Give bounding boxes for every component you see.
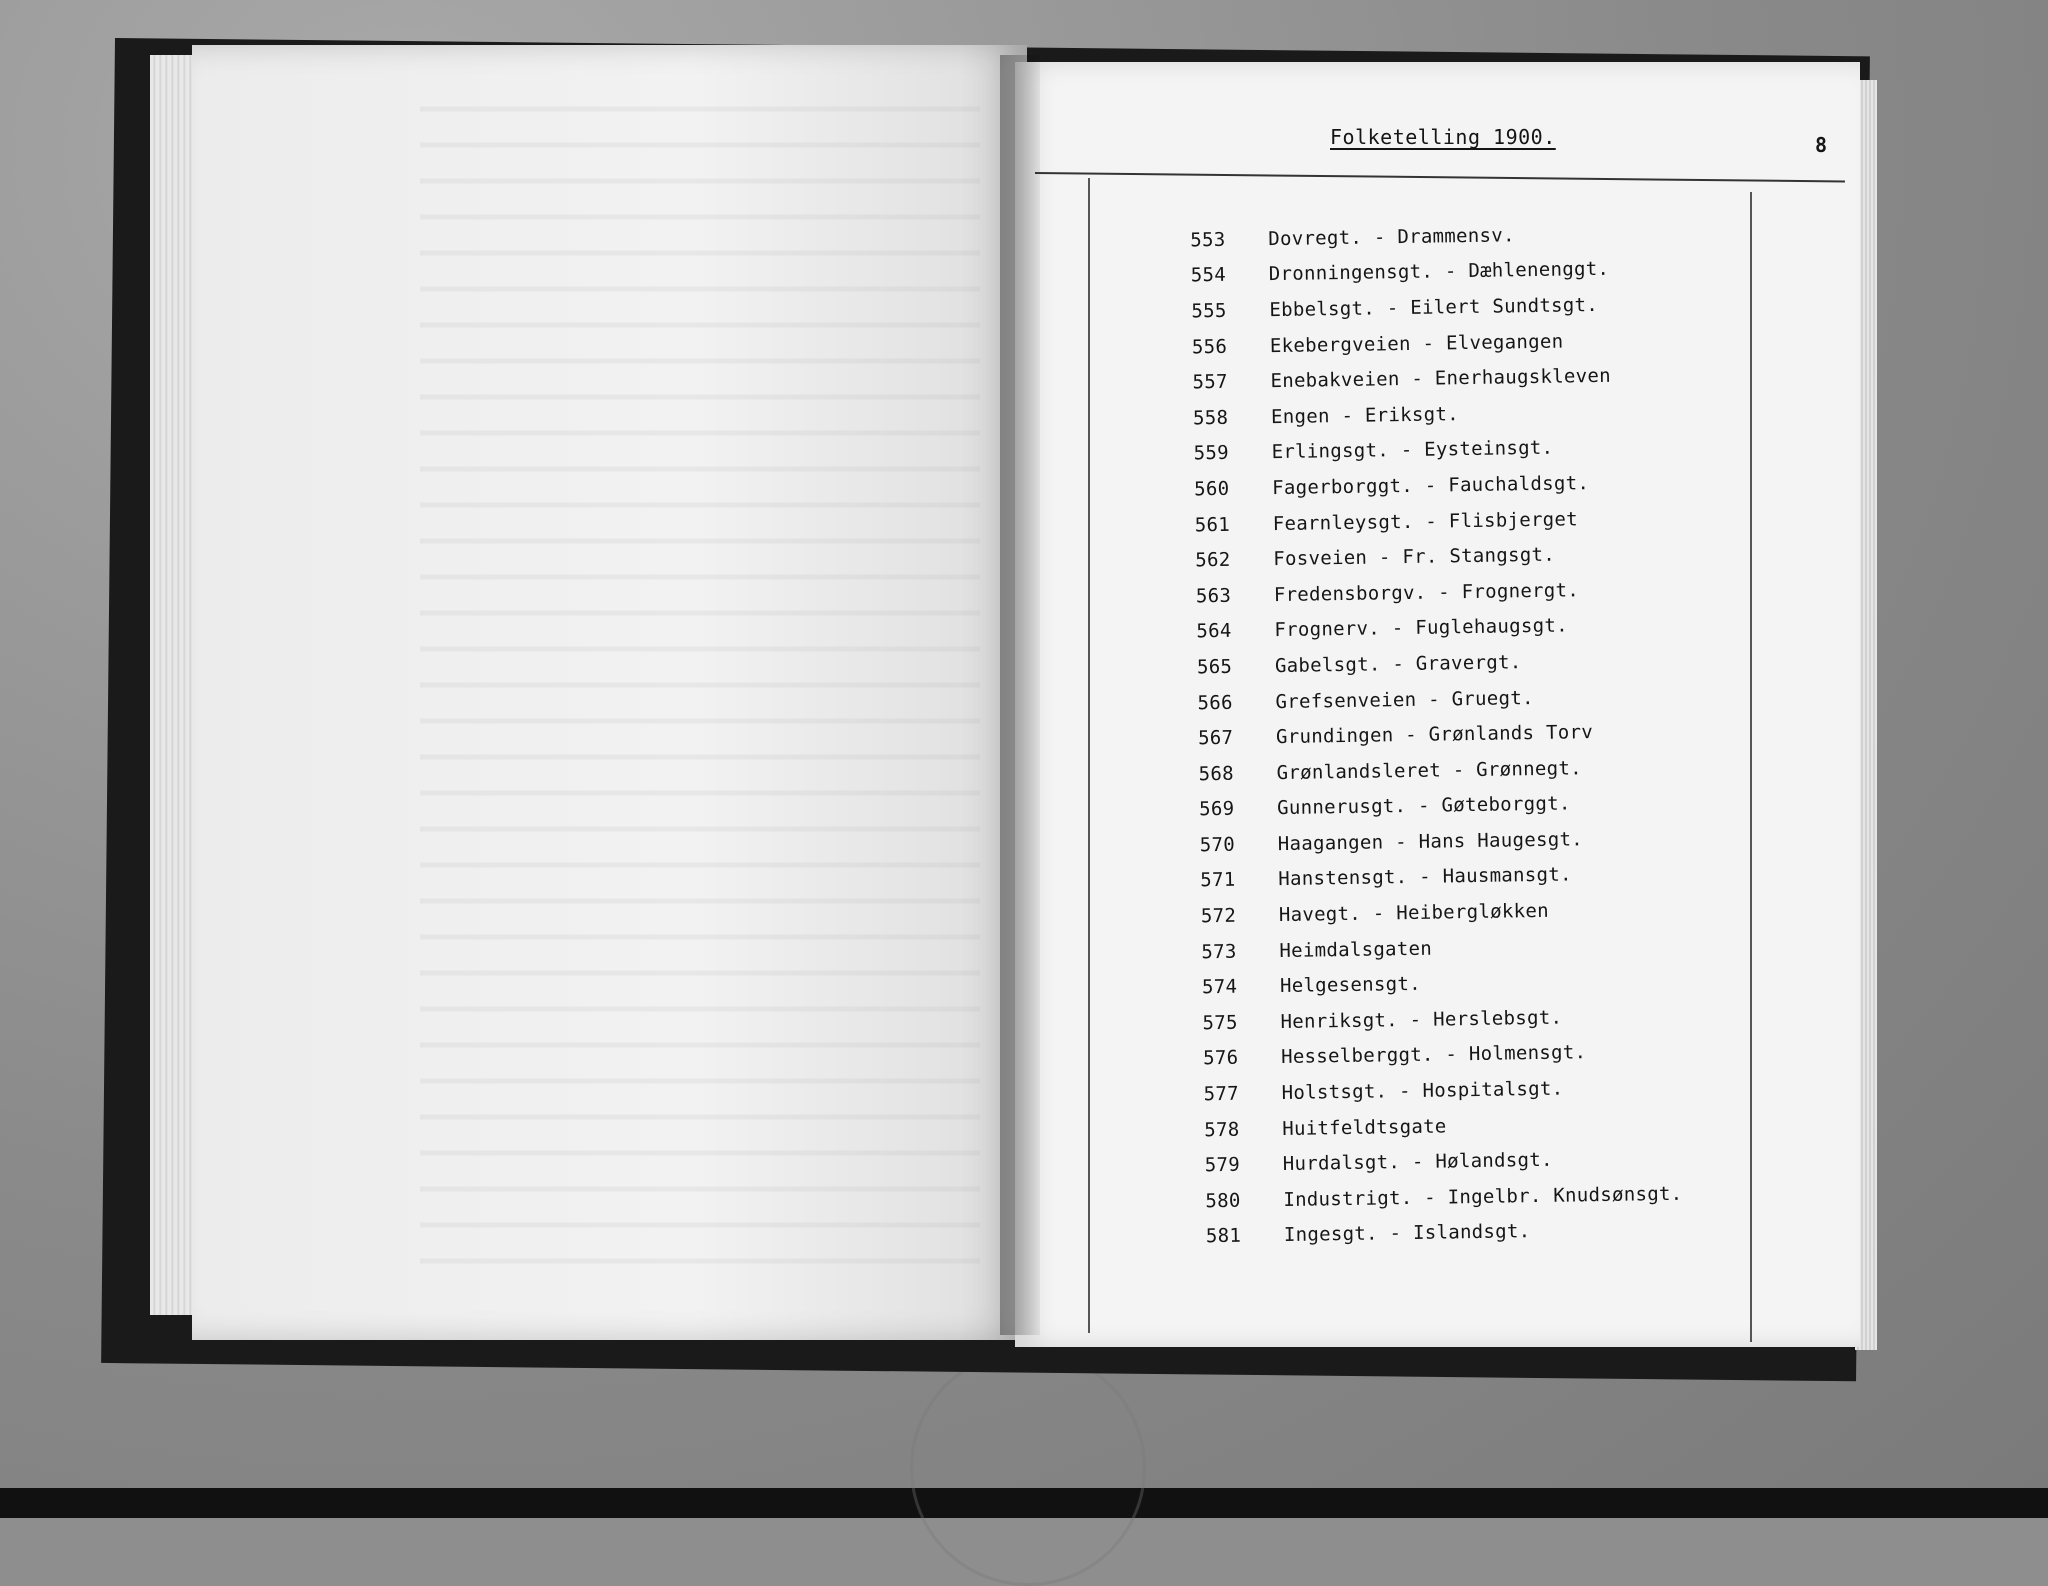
entry-number: 556 — [1191, 335, 1228, 358]
entry-streets: Helgesensgt. — [1279, 973, 1422, 998]
entry-number: 581 — [1205, 1225, 1242, 1248]
entry-streets: Ebbelsgt. - Eilert Sundtsgt. — [1269, 293, 1599, 322]
entry-number: 560 — [1194, 477, 1230, 501]
entry-number: 557 — [1192, 370, 1228, 394]
entry-streets: Engen - Eriksgt. — [1270, 402, 1460, 428]
entry-number: 564 — [1196, 620, 1232, 643]
entry-number: 562 — [1195, 548, 1231, 572]
entry-streets: Huitfeldtsgate — [1282, 1115, 1447, 1140]
entry-streets: Dovregt. - Drammensv. — [1268, 224, 1515, 250]
entry-number: 580 — [1205, 1189, 1241, 1213]
entry-number: 577 — [1203, 1082, 1240, 1106]
entry-number: 569 — [1199, 798, 1235, 821]
entry-streets: Enebakveien - Enerhaugskleven — [1270, 364, 1612, 393]
entry-streets: Fredensborgv. - Frognergt. — [1273, 579, 1580, 606]
entry-streets: Holstsgt. - Hospitalsgt. — [1281, 1077, 1564, 1105]
entry-number: 574 — [1201, 975, 1238, 999]
entry-streets: Heimdalsgaten — [1279, 937, 1433, 962]
entry-streets: Frognerv. - Fuglehaugsgt. — [1274, 614, 1569, 642]
entry-streets: Grundingen - Grønlands Torv — [1275, 721, 1594, 749]
entry-streets: Gunnerusgt. - Gøteborggt. — [1277, 792, 1571, 820]
entry-number: 568 — [1198, 762, 1235, 786]
entry-number: 561 — [1194, 513, 1231, 536]
entry-number: 554 — [1190, 264, 1227, 287]
entry-streets: Grefsenveien - Gruegt. — [1275, 686, 1534, 713]
entry-streets: Grønlandsleret - Grønnegt. — [1276, 756, 1583, 784]
entry-number: 555 — [1191, 299, 1227, 323]
entry-streets: Industrigt. - Ingelbr. Knudsønsgt. — [1283, 1182, 1683, 1211]
entry-number: 571 — [1200, 869, 1236, 892]
entry-number: 567 — [1197, 726, 1234, 750]
entry-number: 563 — [1195, 584, 1232, 608]
entry-number: 566 — [1197, 691, 1233, 714]
entry-number: 570 — [1199, 833, 1236, 857]
entry-streets: Hanstensgt. - Hausmansgt. — [1278, 863, 1572, 891]
entry-number: 578 — [1204, 1118, 1240, 1141]
ring-stain — [910, 1350, 1146, 1586]
margin-rule-left — [1088, 178, 1090, 1333]
entry-streets: Ingesgt. - Islandsgt. — [1283, 1220, 1531, 1247]
entry-number: 559 — [1193, 442, 1230, 465]
entry-streets: Fearnleysgt. - Flisbjerget — [1272, 507, 1579, 535]
entry-number: 553 — [1190, 228, 1226, 252]
entry-number: 576 — [1202, 1047, 1239, 1070]
page-number: 8 — [1815, 133, 1828, 157]
entry-streets: Havegt. - Heibergløkken — [1278, 899, 1550, 927]
book-gutter — [1000, 55, 1040, 1335]
entry-number: 575 — [1202, 1011, 1238, 1035]
entry-streets: Haagangen - Hans Haugesgt. — [1277, 828, 1584, 855]
entry-list — [1150, 214, 1766, 1256]
entry-number: 573 — [1201, 940, 1237, 963]
faint-bleed-through-text — [420, 80, 980, 1280]
entry-streets: Dronningensgt. - Dæhlenenggt. — [1268, 258, 1610, 286]
entry-number: 558 — [1192, 406, 1229, 430]
page-title: Folketelling 1900. — [1330, 125, 1556, 149]
entry-number: 579 — [1204, 1153, 1241, 1177]
entry-streets: Fosveien - Fr. Stangsgt. — [1273, 543, 1556, 571]
entry-streets: Hurdalsgt. - Hølandsgt. — [1282, 1149, 1553, 1176]
entry-number: 565 — [1196, 655, 1233, 679]
entry-streets: Ekebergveien - Elvegangen — [1269, 330, 1564, 357]
entry-streets: Erlingsgt. - Eysteinsgt. — [1271, 437, 1554, 464]
entry-number: 572 — [1200, 904, 1237, 928]
entry-streets: Fagerborggt. - Fauchaldsgt. — [1272, 472, 1590, 500]
entry-streets: Gabelsgt. - Gravergt. — [1274, 651, 1522, 678]
entry-streets: Hesselberggt. - Holmensgt. — [1280, 1041, 1587, 1069]
entry-streets: Henriksgt. - Herslebsgt. — [1280, 1006, 1563, 1033]
